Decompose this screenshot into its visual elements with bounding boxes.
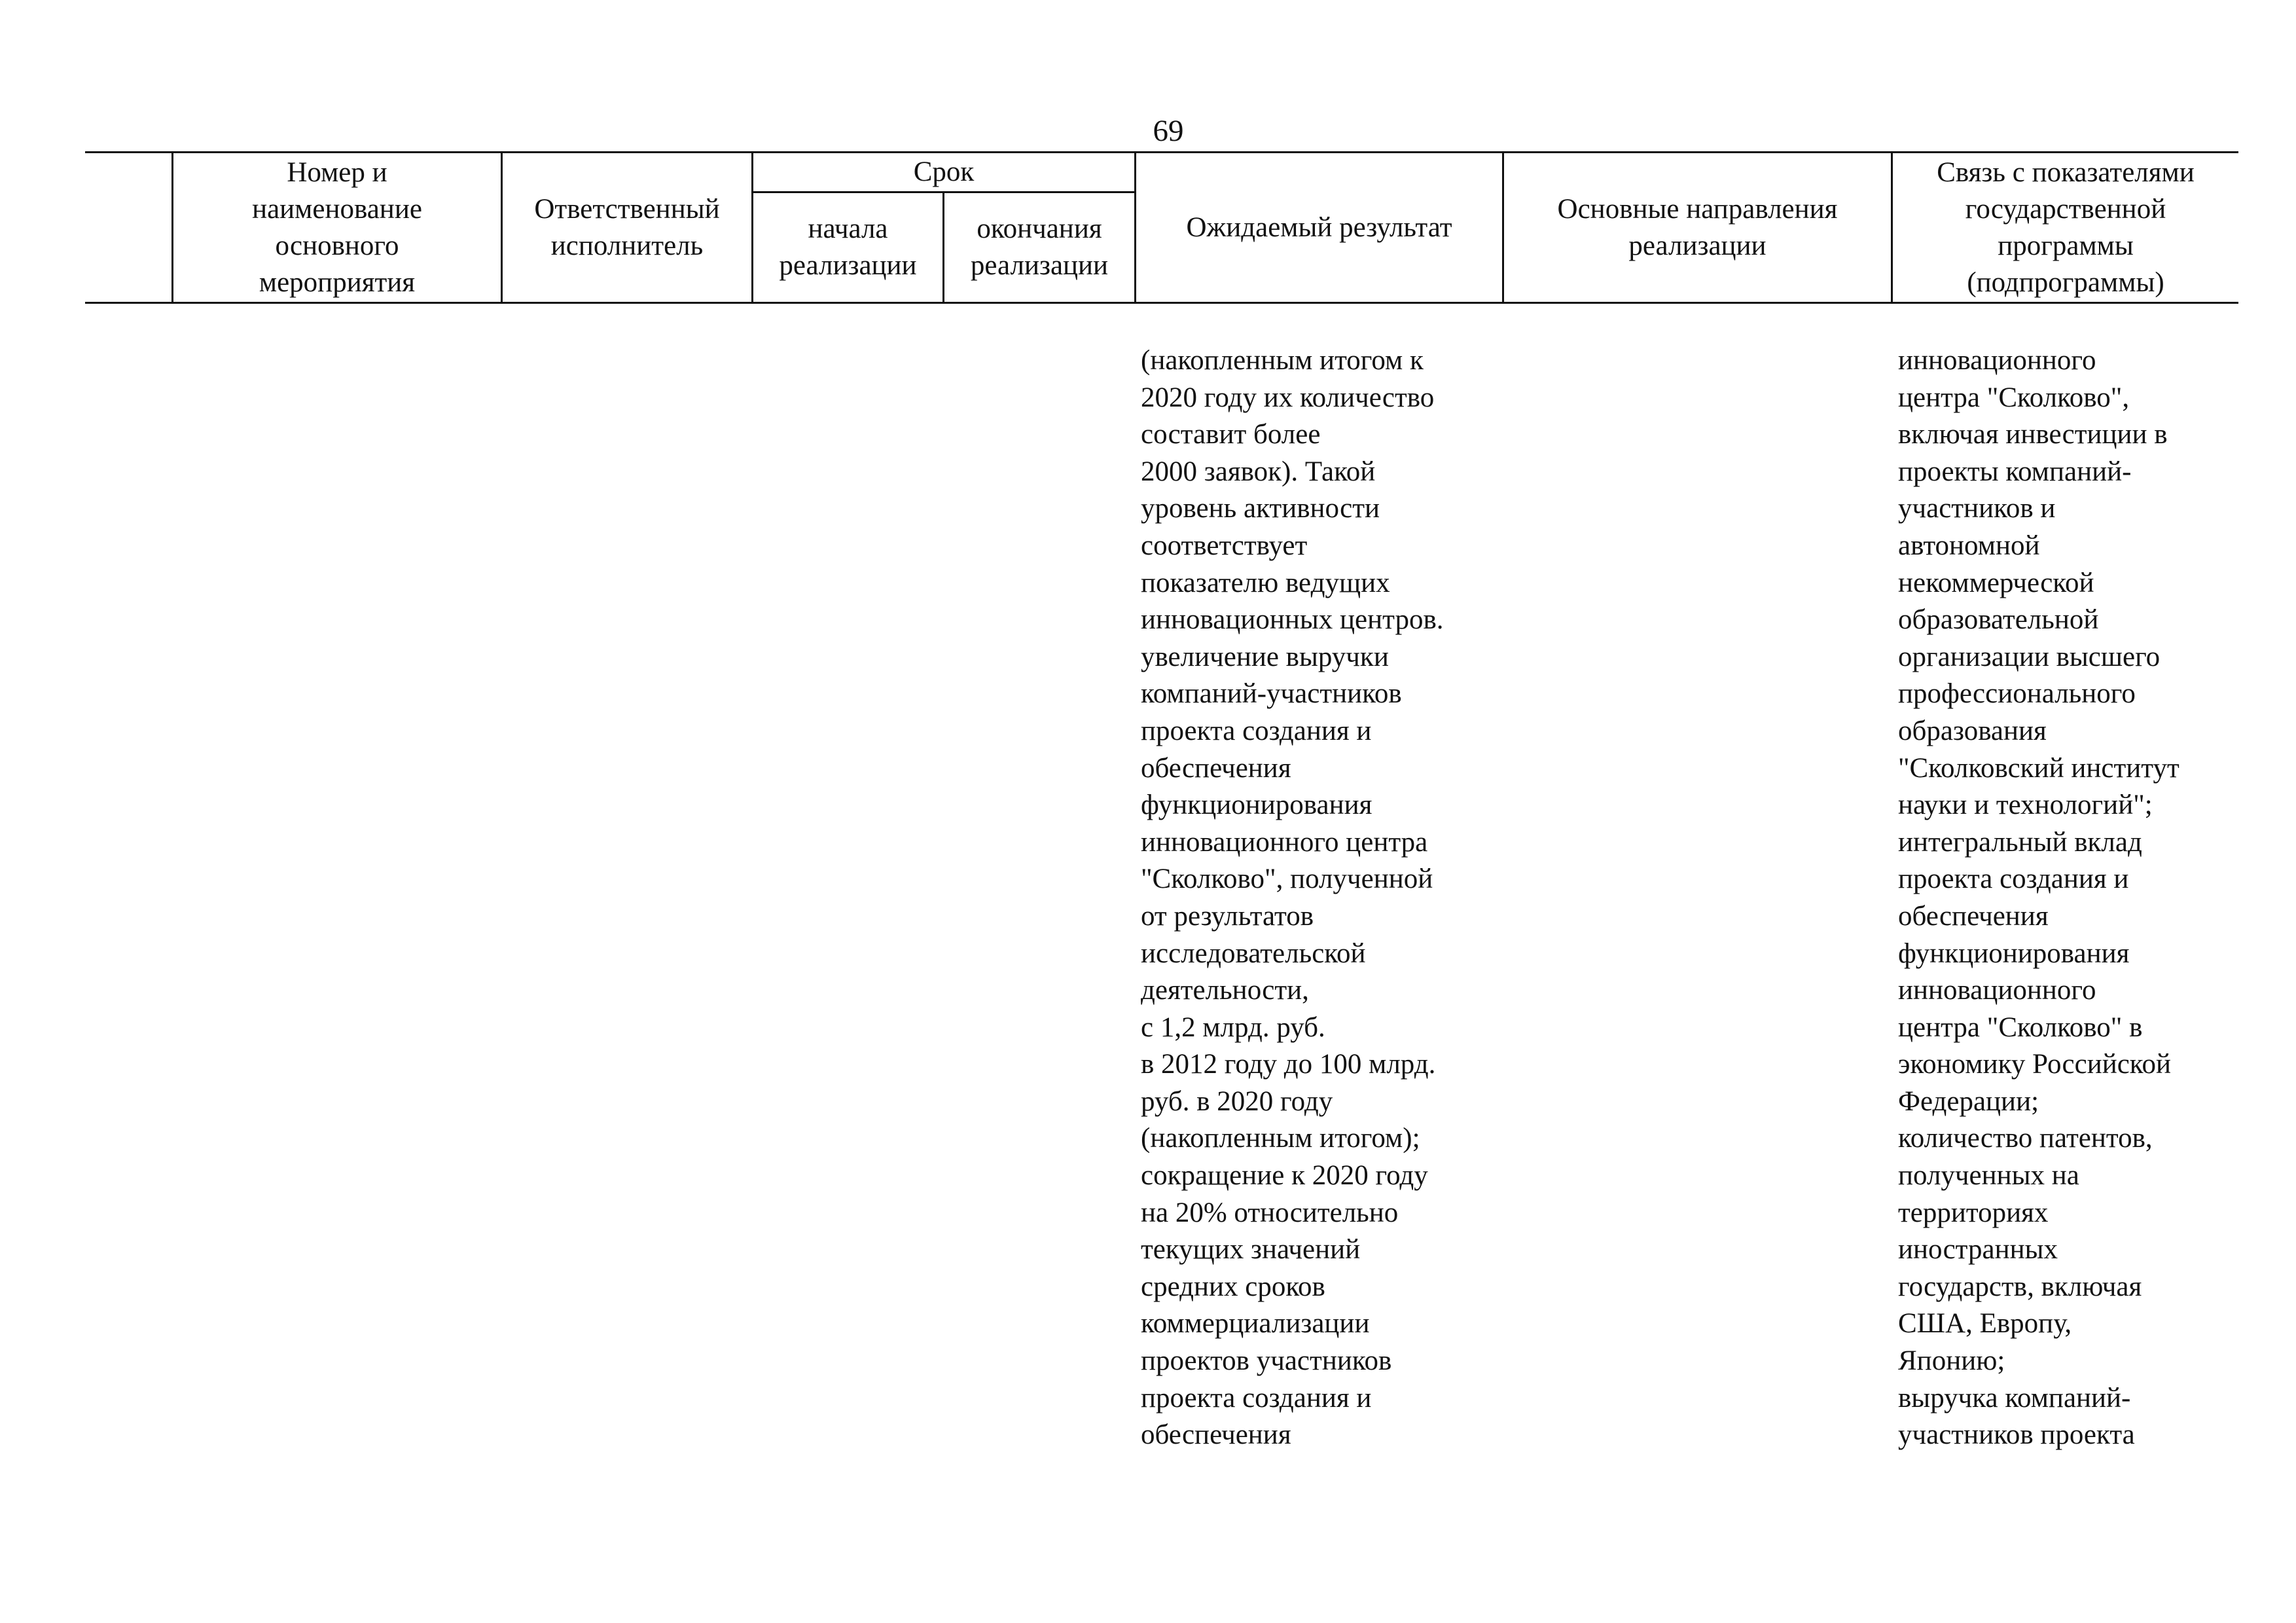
header-cell-directions: Основные направления реализации xyxy=(1557,193,1838,261)
header-cell-executor: Ответственный исполнитель xyxy=(534,193,720,261)
indicators-link-text: инновационного центра "Сколково", включая инвестиции в проекты компаний- участников и автономной некоммерческой образовательной организации высшего профессионального образования "Сколковский институт науки и технологий"; интегральный вклад проекта создания и обеспечения функционирования инновационного центра "Сколково" в экономику Российской Федерации; количество патентов, полученных на территориях иностранных государств, включая США, Европу, Японию; выручка компаний- участников проекта xyxy=(1898,345,2179,1451)
header-cell-result: Ожидаемый результат xyxy=(1186,211,1452,243)
header-cell-term-end: окончания реализации xyxy=(970,213,1109,281)
expected-result-text: (накопленным итогом к 2020 году их количество составит более 2000 заявок). Такой уровень активности соответствует показателю ведущих инновационных центров. увеличение выручки компаний-участников проекта создания и обеспечения функционирования инновационного центра "Сколково", полученной от результатов исследовательской деятельности, с 1,2 млрд. руб. в 2012 году до 100 млрд. руб. в 2020 году (накопленным итогом); сокращение к 2020 году на 20% относительно текущих значений средних сроков коммерциализации проектов участников проекта создания и обеспечения xyxy=(1141,345,1444,1451)
header-cell-indicators: Связь с показателями государственной программы (подпрограммы) xyxy=(1937,156,2195,298)
page-number: 69 xyxy=(1153,114,1184,148)
header-cell-term: Срок xyxy=(913,156,975,187)
header-bottom-rule xyxy=(85,302,2238,304)
header-cell-term-start: начала реализации xyxy=(779,213,917,281)
header-cell-number: Номер и наименование основного мероприятия xyxy=(252,156,422,298)
